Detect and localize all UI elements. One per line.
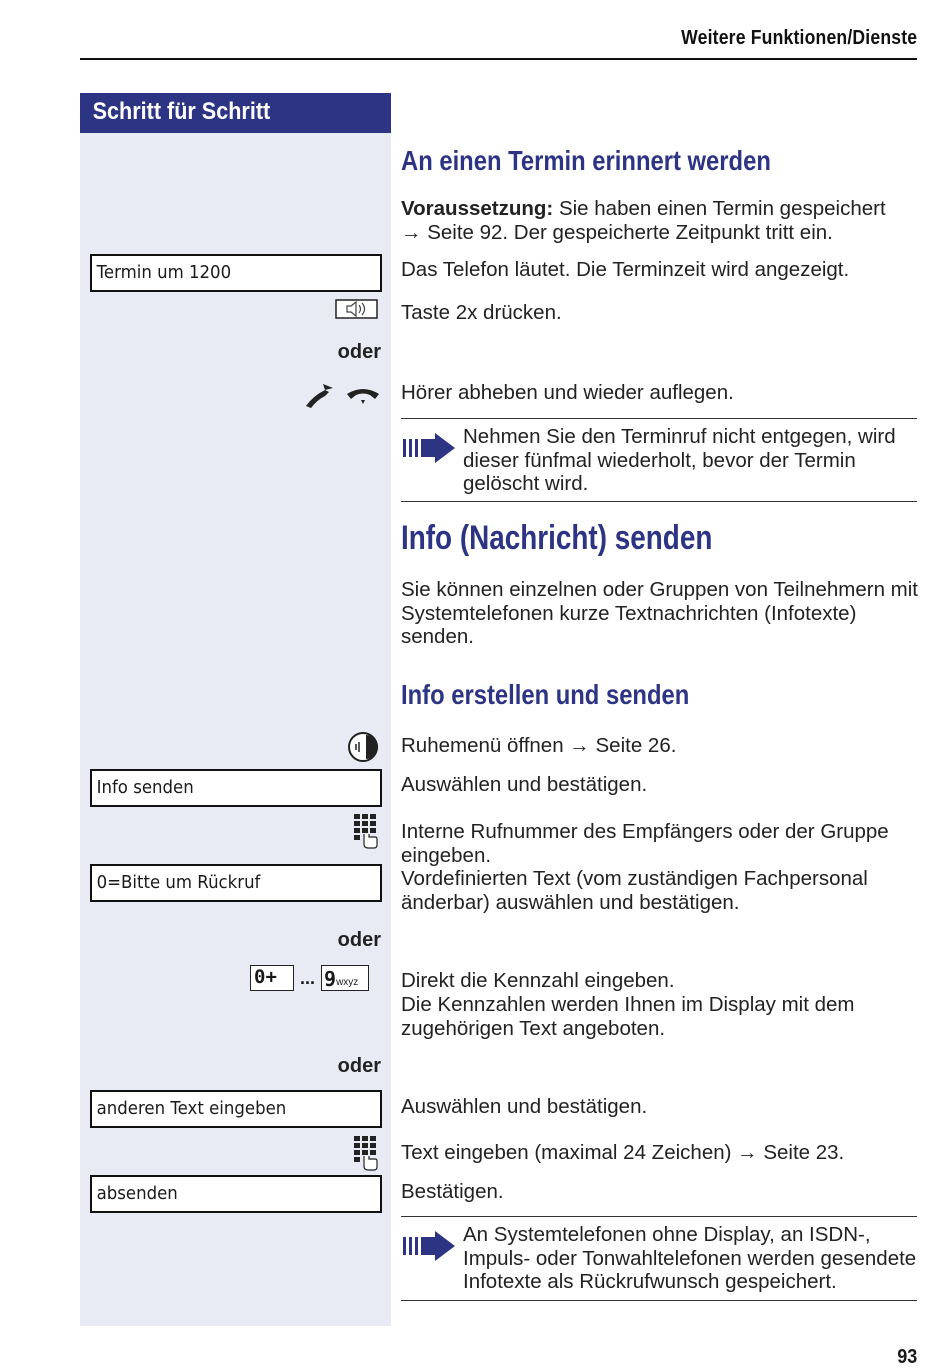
display-bitte-rueckruf[interactable] (90, 864, 382, 902)
subheading-info-erstellen: Info erstellen und senden (401, 679, 690, 710)
termin-step-2: Taste 2x drücken. (401, 301, 562, 324)
heading-info: Info (Nachricht) senden (401, 519, 713, 557)
termin-step-3: Hörer abheben und wieder auflegen. (401, 381, 734, 404)
page-number: 93 (896, 1346, 917, 1368)
note-text: Nehmen Sie den Terminruf nicht entgegen, wird dieser fünfmal wiederholt, bevor der Termin gelöscht wird. (463, 425, 896, 495)
note-text: An Systemtelefonen ohne Display, an ISDN-, Impuls- oder Tonwahltelefonen werden gesendete Infotexte als Rückrufwunsch gespeichert. (463, 1223, 917, 1293)
handset-lift-icon (303, 380, 341, 415)
display-info-senden[interactable] (90, 769, 382, 807)
info-step-6: Auswählen und bestätigen. (401, 1095, 648, 1118)
sidebar-title (80, 93, 391, 133)
handset-hangup-icon (345, 386, 381, 411)
heading-termin: An einen Termin erinnert werden (401, 145, 771, 176)
running-header: Weitere Funktionen/Dienste (680, 27, 917, 49)
oder-label: oder (337, 929, 381, 951)
display-info-senden-label: Info senden (96, 777, 194, 798)
info-step-2: Auswählen und bestätigen. (401, 773, 648, 796)
sidebar-title-text: Schritt für Schritt (92, 98, 271, 125)
note-arrow-icon (401, 1231, 457, 1266)
info-step-5b: Die Kennzahlen werden Ihnen im Display mit dem zugehörigen Text angeboten. (401, 993, 855, 1040)
prerequisite-ref: → Seite 92. Der gespeicherte Zeitpunkt tritt ein. (401, 220, 833, 244)
note-box (401, 418, 917, 502)
display-termin-label: Termin um 1200 (96, 262, 232, 283)
speaker-key-icon (335, 299, 378, 324)
info-step-7: Text eingeben (maximal 24 Zeichen) → Seite 23. (401, 1141, 845, 1164)
oder-label: oder (337, 1055, 381, 1077)
oder-label: oder (337, 341, 381, 363)
info-step-1: Ruhemenü öffnen → Seite 26. (401, 734, 677, 757)
prerequisite-label: Voraussetzung: (401, 197, 554, 220)
display-termin[interactable] (90, 254, 382, 292)
key-0-icon (250, 965, 294, 991)
prerequisite (401, 197, 919, 244)
display-bitte-rueckruf-label: 0=Bitte um Rückruf (96, 872, 261, 893)
termin-step-1: Das Telefon läutet. Die Terminzeit wird angezeigt. (401, 258, 850, 281)
keypad-icon (352, 812, 380, 855)
info-step-5a: Direkt die Kennzahl eingeben. (401, 969, 675, 992)
header-rule (80, 58, 917, 60)
key-9-letters: wxyz (336, 977, 359, 988)
key-9-icon (321, 965, 369, 991)
key-ellipsis: ... (300, 967, 316, 988)
display-absenden-label: absenden (96, 1183, 178, 1204)
key-9-label: 9 (324, 967, 337, 991)
display-anderen-text-label: anderen Text eingeben (96, 1098, 287, 1119)
info-step-8: Bestätigen. (401, 1180, 504, 1203)
info-step-3: Interne Rufnummer des Empfängers oder der Gruppe eingeben. (401, 820, 889, 867)
display-absenden[interactable] (90, 1175, 382, 1213)
note-box (401, 1216, 917, 1301)
prerequisite-text: Sie haben einen Termin gespeichert (558, 197, 886, 220)
keypad-icon (352, 1134, 380, 1177)
direct-code-keys (250, 964, 369, 992)
note-arrow-icon (401, 433, 457, 468)
key-0-label: 0+ (254, 966, 277, 988)
display-anderen-text[interactable] (90, 1090, 382, 1128)
info-intro: Sie können einzelnen oder Gruppen von Teilnehmern mit Systemtelefonen kurze Textnachrichten (Infotexte) senden. (401, 578, 919, 648)
menu-dial-icon (347, 731, 379, 768)
info-step-4: Vordefinierten Text (vom zuständigen Fachpersonal änderbar) auswählen und bestätigen. (401, 867, 868, 914)
